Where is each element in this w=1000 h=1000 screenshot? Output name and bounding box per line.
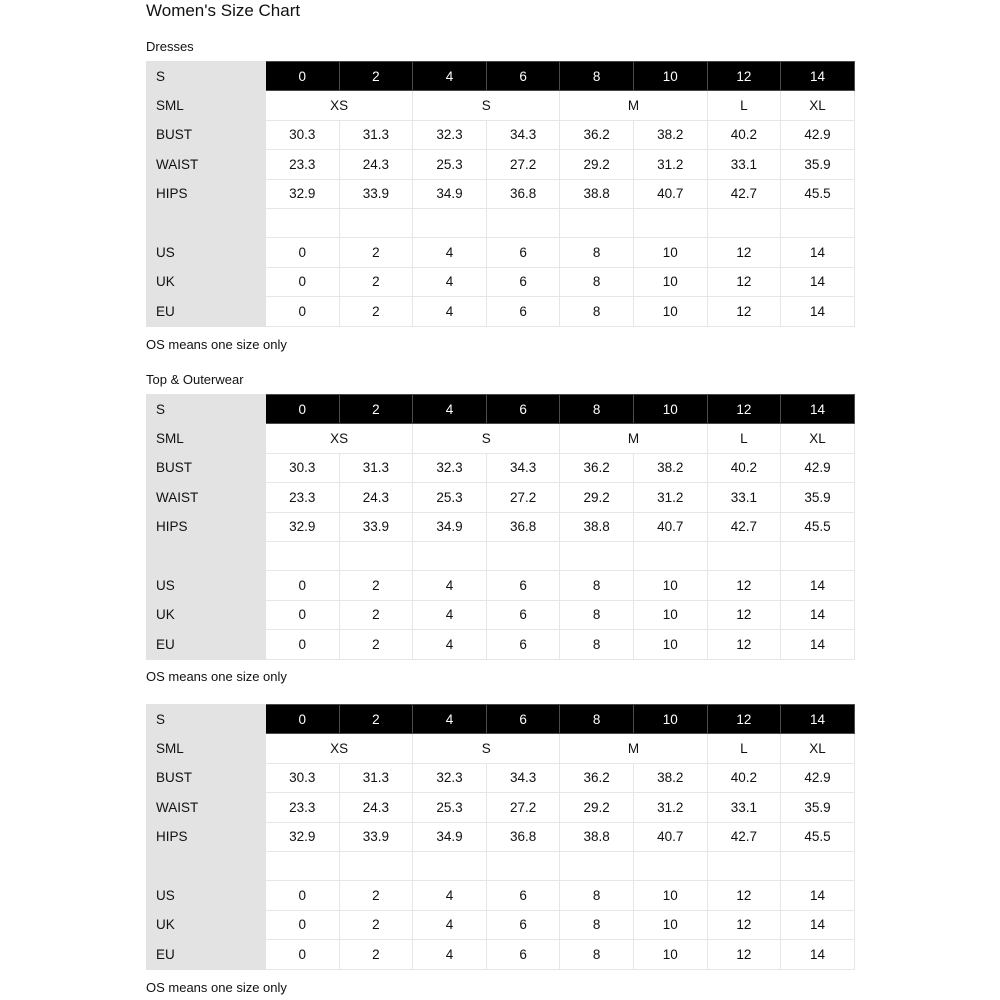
table-cell: 2 [339, 297, 413, 326]
table-cell: 42.7 [707, 179, 781, 208]
section-title-top-outerwear: Top & Outerwear [146, 372, 244, 387]
row-label: SML [147, 91, 266, 120]
table-cell: 0 [266, 600, 340, 629]
table-cell: 6 [486, 940, 560, 969]
table-cell: 34.3 [486, 763, 560, 792]
sml-size-cell: XL [781, 734, 855, 763]
table-cell: 2 [339, 267, 413, 296]
table-cell [633, 208, 707, 237]
table-cell: 4 [413, 600, 487, 629]
sml-row [147, 424, 855, 453]
size-column-header: 8 [560, 395, 634, 424]
table-cell: 35.9 [781, 150, 855, 179]
row-label: UK [147, 600, 266, 629]
table-cell: 25.3 [413, 483, 487, 512]
table-cell: 38.8 [560, 822, 634, 851]
row-label: US [147, 881, 266, 910]
size-column-header: 8 [560, 62, 634, 91]
table-cell: 29.2 [560, 793, 634, 822]
table-cell [707, 851, 781, 880]
table-cell: 31.2 [633, 793, 707, 822]
sml-size-cell: XS [266, 734, 413, 763]
size-column-header: 12 [707, 395, 781, 424]
table-cell: 6 [486, 571, 560, 600]
table-cell: 30.3 [266, 120, 340, 149]
size-column-header: 12 [707, 705, 781, 734]
table-cell: 12 [707, 910, 781, 939]
table-cell: 40.2 [707, 120, 781, 149]
row-label: UK [147, 267, 266, 296]
table-cell: 29.2 [560, 483, 634, 512]
table-cell: 31.3 [339, 453, 413, 482]
footnote: OS means one size only [146, 337, 287, 352]
table-cell: 35.9 [781, 793, 855, 822]
table-cell: 33.9 [339, 822, 413, 851]
table-cell: 4 [413, 297, 487, 326]
table-cell: 42.9 [781, 763, 855, 792]
table-cell: 0 [266, 940, 340, 969]
table-cell: 42.7 [707, 512, 781, 541]
table-cell: 4 [413, 881, 487, 910]
table-cell: 14 [781, 238, 855, 267]
table-cell: 8 [560, 571, 634, 600]
table-cell: 10 [633, 297, 707, 326]
table-cell: 14 [781, 630, 855, 659]
table-row [147, 571, 855, 600]
table-cell [781, 208, 855, 237]
table-cell [560, 208, 634, 237]
sml-row [147, 91, 855, 120]
table-cell [266, 851, 340, 880]
row-label: EU [147, 630, 266, 659]
table-cell: 4 [413, 630, 487, 659]
table-cell: 6 [486, 238, 560, 267]
table-cell: 12 [707, 940, 781, 969]
row-label: BUST [147, 120, 266, 149]
table-cell: 32.3 [413, 763, 487, 792]
sml-size-cell: S [413, 91, 560, 120]
size-column-header: 6 [486, 705, 560, 734]
table-cell [707, 541, 781, 570]
table-cell: 4 [413, 238, 487, 267]
size-column-header: 14 [781, 705, 855, 734]
table-cell: 8 [560, 881, 634, 910]
size-column-header: 4 [413, 705, 487, 734]
table-cell: 12 [707, 600, 781, 629]
sml-size-cell: M [560, 734, 707, 763]
table-cell: 10 [633, 910, 707, 939]
table-cell: 0 [266, 297, 340, 326]
table-cell: 23.3 [266, 150, 340, 179]
table-cell: 14 [781, 267, 855, 296]
table-cell: 36.8 [486, 512, 560, 541]
size-header-row [147, 705, 855, 734]
table-cell [560, 851, 634, 880]
row-label: WAIST [147, 483, 266, 512]
table-cell: 0 [266, 571, 340, 600]
row-label: SML [147, 734, 266, 763]
table-cell: 25.3 [413, 150, 487, 179]
row-label: SML [147, 424, 266, 453]
table-cell: 33.1 [707, 793, 781, 822]
table-cell: 27.2 [486, 483, 560, 512]
table-cell: 0 [266, 238, 340, 267]
table-cell: 14 [781, 910, 855, 939]
table-cell: 4 [413, 571, 487, 600]
table-row [147, 150, 855, 179]
table-cell: 8 [560, 297, 634, 326]
table-cell: 33.9 [339, 512, 413, 541]
table-cell: 14 [781, 881, 855, 910]
sml-size-cell: S [413, 424, 560, 453]
table-row [147, 541, 855, 570]
table-row [147, 120, 855, 149]
table-cell: 2 [339, 630, 413, 659]
row-label: EU [147, 297, 266, 326]
size-table-dresses [146, 61, 855, 327]
size-column-header: 2 [339, 62, 413, 91]
table-cell: 12 [707, 297, 781, 326]
row-label [147, 851, 266, 880]
size-column-header: 4 [413, 62, 487, 91]
table-cell: 8 [560, 940, 634, 969]
table-cell: 38.2 [633, 453, 707, 482]
sml-size-cell: XL [781, 424, 855, 453]
size-header-row [147, 395, 855, 424]
table-cell: 34.9 [413, 822, 487, 851]
table-cell: 6 [486, 630, 560, 659]
table-cell: 27.2 [486, 150, 560, 179]
table-row [147, 512, 855, 541]
table-cell: 25.3 [413, 793, 487, 822]
table-cell [633, 541, 707, 570]
row-label: WAIST [147, 793, 266, 822]
table-cell: 6 [486, 910, 560, 939]
row-label: BUST [147, 763, 266, 792]
size-column-header: 4 [413, 395, 487, 424]
table-cell [486, 851, 560, 880]
table-cell [560, 541, 634, 570]
table-cell: 34.9 [413, 179, 487, 208]
table-cell: 12 [707, 630, 781, 659]
table-cell [413, 208, 487, 237]
sml-size-cell: L [707, 91, 781, 120]
sml-row [147, 734, 855, 763]
table-cell: 27.2 [486, 793, 560, 822]
row-label: BUST [147, 453, 266, 482]
table-cell: 10 [633, 267, 707, 296]
table-cell: 40.2 [707, 453, 781, 482]
table-cell: 38.8 [560, 512, 634, 541]
table-cell: 0 [266, 910, 340, 939]
table-cell: 8 [560, 267, 634, 296]
table-cell: 33.1 [707, 483, 781, 512]
size-column-header: 10 [633, 395, 707, 424]
table-cell: 40.2 [707, 763, 781, 792]
table-cell: 32.9 [266, 179, 340, 208]
table-cell: 14 [781, 571, 855, 600]
size-column-header: 2 [339, 395, 413, 424]
row-label: UK [147, 910, 266, 939]
table-cell: 32.3 [413, 120, 487, 149]
table-cell: 10 [633, 571, 707, 600]
table-cell: 38.8 [560, 179, 634, 208]
table-cell: 40.7 [633, 512, 707, 541]
table-cell [486, 541, 560, 570]
table-cell: 38.2 [633, 120, 707, 149]
size-column-header: 12 [707, 62, 781, 91]
table-row [147, 600, 855, 629]
size-column-header: 6 [486, 62, 560, 91]
section-title-dresses: Dresses [146, 39, 194, 54]
table-cell: 32.3 [413, 453, 487, 482]
sml-size-cell: M [560, 424, 707, 453]
table-row [147, 208, 855, 237]
table-cell: 42.9 [781, 120, 855, 149]
table-cell: 36.2 [560, 453, 634, 482]
table-row [147, 940, 855, 969]
table-cell: 6 [486, 600, 560, 629]
table-cell: 29.2 [560, 150, 634, 179]
table-cell: 23.3 [266, 793, 340, 822]
size-column-header: 10 [633, 62, 707, 91]
sml-size-cell: S [413, 734, 560, 763]
sml-size-cell: M [560, 91, 707, 120]
table-cell: 12 [707, 881, 781, 910]
table-cell: 36.8 [486, 179, 560, 208]
sml-size-cell: XS [266, 91, 413, 120]
table-cell: 33.1 [707, 150, 781, 179]
table-cell: 35.9 [781, 483, 855, 512]
table-cell: 33.9 [339, 179, 413, 208]
table-row [147, 822, 855, 851]
table-cell: 4 [413, 910, 487, 939]
table-cell: 8 [560, 630, 634, 659]
footnote: OS means one size only [146, 669, 287, 684]
table-cell: 0 [266, 267, 340, 296]
row-label: S [147, 395, 266, 424]
table-cell: 38.2 [633, 763, 707, 792]
table-cell: 30.3 [266, 763, 340, 792]
page-title: Women's Size Chart [146, 1, 301, 20]
table-cell: 0 [266, 881, 340, 910]
table-cell: 8 [560, 238, 634, 267]
table-cell: 34.9 [413, 512, 487, 541]
table-cell: 24.3 [339, 793, 413, 822]
table-cell: 2 [339, 571, 413, 600]
row-label: US [147, 571, 266, 600]
table-cell: 32.9 [266, 512, 340, 541]
table-cell: 31.2 [633, 483, 707, 512]
row-label [147, 541, 266, 570]
row-label: HIPS [147, 179, 266, 208]
row-label: HIPS [147, 512, 266, 541]
table-row [147, 793, 855, 822]
sml-size-cell: L [707, 734, 781, 763]
size-column-header: 14 [781, 62, 855, 91]
table-cell: 14 [781, 940, 855, 969]
table-cell: 12 [707, 571, 781, 600]
table-cell: 30.3 [266, 453, 340, 482]
size-column-header: 8 [560, 705, 634, 734]
table-cell: 32.9 [266, 822, 340, 851]
table-cell: 2 [339, 600, 413, 629]
table-row [147, 851, 855, 880]
table-cell: 0 [266, 630, 340, 659]
table-row [147, 179, 855, 208]
sml-size-cell: XS [266, 424, 413, 453]
table-cell [339, 851, 413, 880]
table-cell [781, 851, 855, 880]
table-row [147, 881, 855, 910]
table-cell: 10 [633, 881, 707, 910]
table-cell: 34.3 [486, 120, 560, 149]
footnote: OS means one size only [146, 980, 287, 995]
size-table-top-outerwear [146, 394, 855, 660]
table-row [147, 763, 855, 792]
table-row [147, 267, 855, 296]
table-cell: 24.3 [339, 483, 413, 512]
table-cell [413, 541, 487, 570]
table-cell: 24.3 [339, 150, 413, 179]
table-cell: 10 [633, 238, 707, 267]
table-cell: 10 [633, 940, 707, 969]
table-cell [339, 541, 413, 570]
table-cell: 31.2 [633, 150, 707, 179]
table-cell: 36.2 [560, 120, 634, 149]
table-cell: 42.7 [707, 822, 781, 851]
table-cell [413, 851, 487, 880]
table-cell: 4 [413, 940, 487, 969]
table-cell: 40.7 [633, 179, 707, 208]
table-cell [781, 541, 855, 570]
size-column-header: 2 [339, 705, 413, 734]
table-cell: 6 [486, 881, 560, 910]
table-cell: 45.5 [781, 512, 855, 541]
size-header-row [147, 62, 855, 91]
table-cell [633, 851, 707, 880]
table-cell: 45.5 [781, 822, 855, 851]
table-cell [266, 208, 340, 237]
size-column-header: 10 [633, 705, 707, 734]
table-row [147, 453, 855, 482]
table-cell: 2 [339, 940, 413, 969]
row-label: WAIST [147, 150, 266, 179]
size-column-header: 0 [266, 62, 340, 91]
table-cell [707, 208, 781, 237]
table-cell: 2 [339, 881, 413, 910]
table-cell: 10 [633, 600, 707, 629]
table-cell: 8 [560, 910, 634, 939]
size-column-header: 0 [266, 395, 340, 424]
table-cell: 14 [781, 297, 855, 326]
table-cell: 23.3 [266, 483, 340, 512]
table-row [147, 238, 855, 267]
size-column-header: 14 [781, 395, 855, 424]
table-row [147, 297, 855, 326]
table-cell: 10 [633, 630, 707, 659]
table-cell: 45.5 [781, 179, 855, 208]
table-cell [266, 541, 340, 570]
table-cell: 42.9 [781, 453, 855, 482]
row-label: S [147, 705, 266, 734]
row-label: HIPS [147, 822, 266, 851]
table-cell: 14 [781, 600, 855, 629]
size-column-header: 0 [266, 705, 340, 734]
table-cell: 4 [413, 267, 487, 296]
table-row [147, 630, 855, 659]
table-row [147, 910, 855, 939]
table-cell: 36.2 [560, 763, 634, 792]
size-column-header: 6 [486, 395, 560, 424]
table-cell [339, 208, 413, 237]
table-cell: 6 [486, 267, 560, 296]
table-cell: 31.3 [339, 120, 413, 149]
table-cell [486, 208, 560, 237]
table-cell: 6 [486, 297, 560, 326]
row-label: S [147, 62, 266, 91]
row-label [147, 208, 266, 237]
sml-size-cell: L [707, 424, 781, 453]
table-cell: 12 [707, 238, 781, 267]
table-cell: 40.7 [633, 822, 707, 851]
row-label: EU [147, 940, 266, 969]
sml-size-cell: XL [781, 91, 855, 120]
table-cell: 31.3 [339, 763, 413, 792]
row-label: US [147, 238, 266, 267]
size-table-third [146, 704, 855, 970]
table-cell: 34.3 [486, 453, 560, 482]
table-cell: 8 [560, 600, 634, 629]
table-cell: 36.8 [486, 822, 560, 851]
table-row [147, 483, 855, 512]
table-cell: 12 [707, 267, 781, 296]
table-cell: 2 [339, 910, 413, 939]
table-cell: 2 [339, 238, 413, 267]
